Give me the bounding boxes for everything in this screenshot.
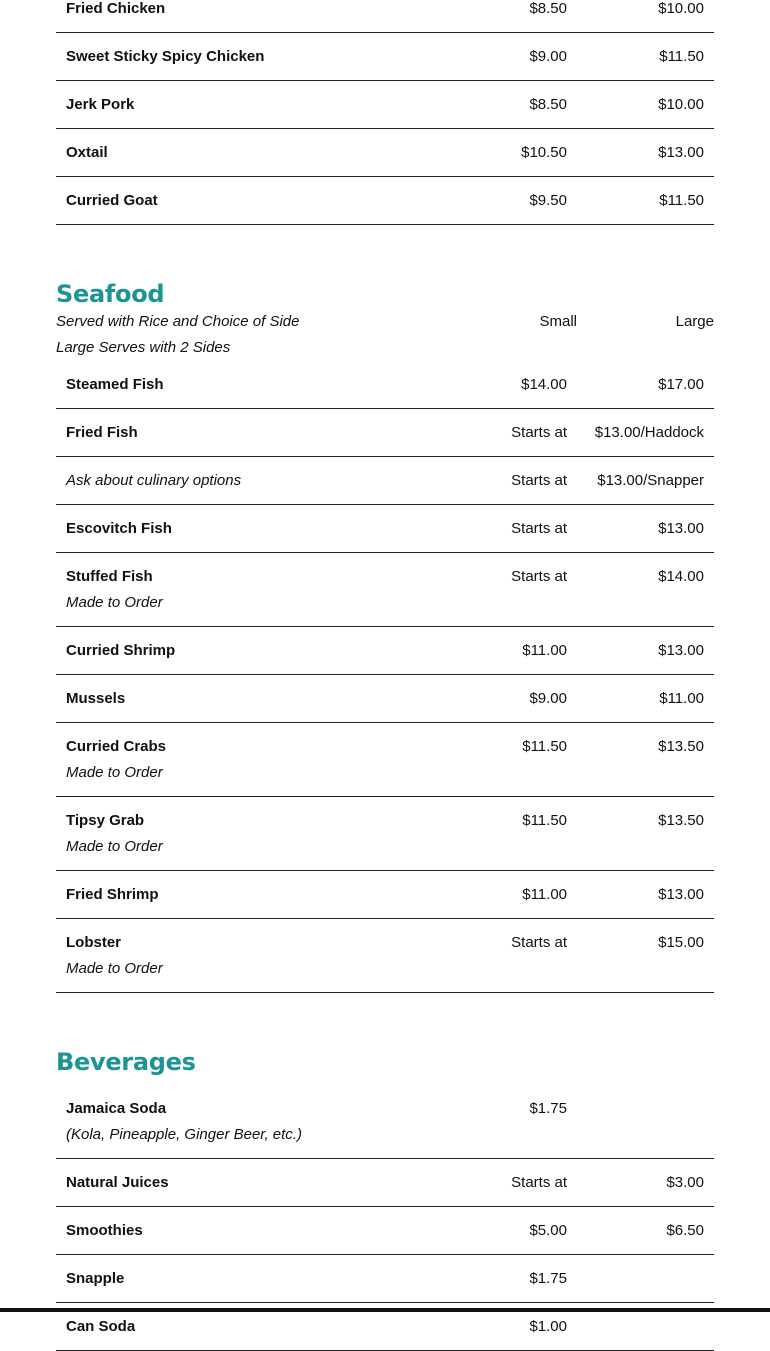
menu-item-name: Curried Crabs: [66, 738, 167, 755]
small-price: Starts at: [511, 934, 567, 951]
large-price: $17.00: [658, 376, 704, 393]
page-bottom-border: [0, 1308, 770, 1312]
menu-item-row: [56, 675, 714, 723]
section-heading-beverages: Beverages: [56, 1048, 196, 1076]
column-header-small: Small: [539, 313, 577, 330]
menu-item-note: Made to Order: [66, 764, 163, 781]
large-price: $13.00: [658, 144, 704, 161]
menu-item-row: [56, 457, 714, 505]
beverages-section: [56, 1047, 714, 1351]
menu-item-name: Stuffed Fish: [66, 568, 153, 585]
small-price: Starts at: [511, 472, 567, 489]
menu-item-name: Fried Shrimp: [66, 886, 159, 903]
seafood-subtitle-line-2: Large Serves with 2 Sides: [56, 339, 231, 356]
small-price: Starts at: [511, 424, 567, 441]
large-price: $13.00/Haddock: [594, 424, 704, 441]
menu-item-name: Jerk Pork: [66, 96, 135, 113]
menu-item-name: Ask about culinary options: [66, 472, 242, 489]
menu-item-row: [56, 627, 714, 675]
menu-item-name: Lobster: [66, 934, 122, 951]
large-price: $11.50: [659, 48, 704, 65]
small-price: $1.75: [529, 1100, 567, 1117]
menu-item-name: Mussels: [66, 690, 126, 707]
menu-item-name: Sweet Sticky Spicy Chicken: [66, 48, 265, 65]
small-price: $1.00: [529, 1318, 567, 1335]
menu-item-row: [56, 1159, 714, 1207]
menu-item-name: Curried Goat: [66, 192, 158, 209]
small-price: $8.50: [529, 0, 567, 17]
menu-item-name: Smoothies: [66, 1222, 143, 1239]
small-price: $5.00: [529, 1222, 567, 1239]
seafood-items-list: [56, 361, 714, 993]
column-header-large: Large: [675, 313, 714, 330]
section-heading-seafood: Seafood: [56, 280, 165, 308]
menu-item-row: [56, 1207, 714, 1255]
menu-item-row: [56, 0, 714, 33]
menu-item-row: [56, 177, 714, 225]
small-price: $11.50: [522, 738, 567, 755]
small-price: $9.50: [529, 192, 567, 209]
small-price: $1.75: [529, 1270, 567, 1287]
menu-item-name: Oxtail: [66, 144, 108, 161]
small-price: $9.00: [529, 690, 567, 707]
menu-page: [56, 0, 714, 1351]
seafood-subtitle-line-1: Served with Rice and Choice of Side: [56, 313, 300, 330]
large-price: $10.00: [658, 96, 704, 113]
large-price: $14.00: [658, 568, 704, 585]
meat-items-list: [56, 0, 714, 225]
menu-item-row: [56, 361, 714, 409]
menu-item-row: [56, 33, 714, 81]
small-price: $11.00: [522, 642, 567, 659]
large-price: $13.00: [658, 642, 704, 659]
large-price: $11.50: [659, 192, 704, 209]
menu-item-row: [56, 81, 714, 129]
menu-item-name: Curried Shrimp: [66, 642, 176, 659]
large-price: $13.00: [658, 886, 704, 903]
seafood-section: [56, 279, 714, 993]
menu-item-note: Made to Order: [66, 960, 163, 977]
menu-item-name: Jamaica Soda: [66, 1100, 167, 1117]
small-price: Starts at: [511, 520, 567, 537]
large-price: $10.00: [658, 0, 704, 17]
large-price: $13.00/Snapper: [597, 472, 704, 489]
menu-item-name: Fried Chicken: [66, 0, 166, 17]
menu-item-row: [56, 919, 714, 993]
menu-item-row: [56, 723, 714, 797]
menu-item-note: Made to Order: [66, 838, 163, 855]
menu-item-note: (Kola, Pineapple, Ginger Beer, etc.): [66, 1126, 302, 1143]
menu-item-name: Fried Fish: [66, 424, 138, 441]
menu-item-row: [56, 409, 714, 457]
small-price: $10.50: [521, 144, 567, 161]
menu-item-row: [56, 1085, 714, 1159]
small-price: $9.00: [529, 48, 567, 65]
large-price: $15.00: [658, 934, 704, 951]
menu-item-name: Steamed Fish: [66, 376, 164, 393]
small-price: Starts at: [511, 1174, 567, 1191]
small-price: $11.50: [522, 812, 567, 829]
menu-item-note: Made to Order: [66, 594, 163, 611]
menu-item-row: [56, 553, 714, 627]
large-price: $13.50: [658, 738, 704, 755]
menu-item-row: [56, 129, 714, 177]
menu-item-row: [56, 797, 714, 871]
menu-item-name: Natural Juices: [66, 1174, 169, 1191]
menu-item-row: [56, 1255, 714, 1303]
small-price: $11.00: [522, 886, 567, 903]
small-price: $14.00: [521, 376, 567, 393]
small-price: Starts at: [511, 568, 567, 585]
small-price: $8.50: [529, 96, 567, 113]
menu-item-row: [56, 871, 714, 919]
menu-item-name: Can Soda: [66, 1318, 136, 1335]
large-price: $13.50: [658, 812, 704, 829]
menu-item-name: Escovitch Fish: [66, 520, 172, 537]
large-price: $6.50: [666, 1222, 704, 1239]
large-price: $11.00: [659, 690, 704, 707]
large-price: $3.00: [666, 1174, 704, 1191]
seafood-subtitle: [56, 309, 714, 361]
menu-item-name: Tipsy Grab: [66, 812, 145, 829]
menu-item-name: Snapple: [66, 1270, 125, 1287]
menu-item-row: [56, 505, 714, 553]
large-price: $13.00: [658, 520, 704, 537]
